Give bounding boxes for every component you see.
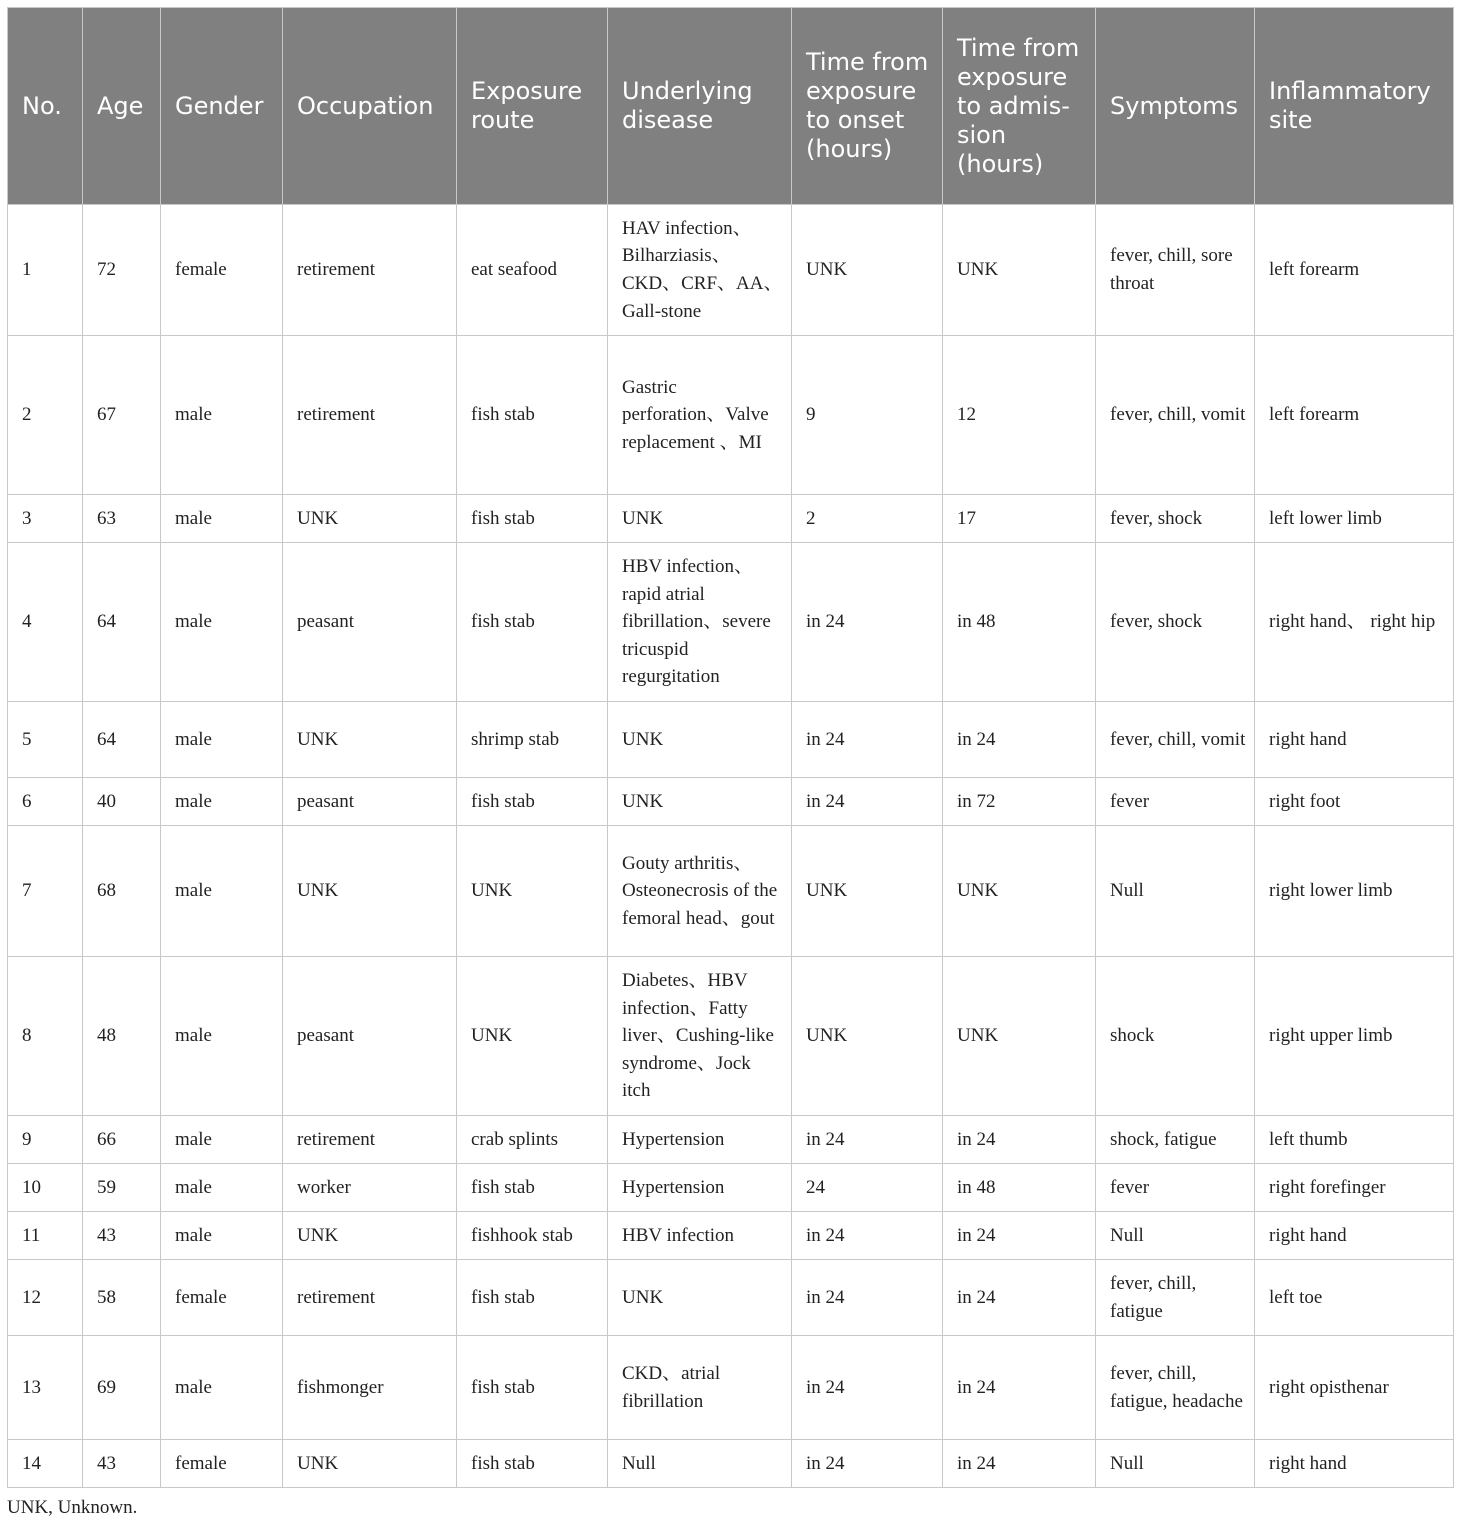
cell-occupation: peasant [283,778,457,826]
cell-age: 67 [83,336,161,495]
cell-gender: female [161,1440,283,1488]
cell-age: 59 [83,1164,161,1212]
cell-exposure-route: fishhook stab [457,1212,608,1260]
table-row [8,1212,1454,1260]
cell-no: 14 [8,1440,83,1488]
cell-inflammatory-site: right forefinger [1255,1164,1454,1212]
cell-symptoms: Null [1096,1440,1255,1488]
cell-age: 43 [83,1212,161,1260]
cell-time-to-admission: UNK [943,205,1096,336]
table-body [8,205,1454,1488]
cell-time-to-onset: in 24 [792,543,943,702]
cell-time-to-onset: in 24 [792,1260,943,1336]
cell-no: 10 [8,1164,83,1212]
col-header-occupation: Occupation [283,8,457,205]
cell-time-to-onset: in 24 [792,1336,943,1440]
cell-occupation: UNK [283,1440,457,1488]
cell-time-to-onset: in 24 [792,1440,943,1488]
cell-time-to-admission: UNK [943,957,1096,1116]
cell-underlying-disease: Hypertension [608,1164,792,1212]
cell-exposure-route: fish stab [457,1260,608,1336]
cell-underlying-disease: Null [608,1440,792,1488]
cell-gender: male [161,336,283,495]
cell-symptoms: Null [1096,1212,1255,1260]
table-row [8,957,1454,1116]
table-row [8,495,1454,543]
cell-age: 72 [83,205,161,336]
table-row [8,1164,1454,1212]
cell-inflammatory-site: right lower limb [1255,826,1454,957]
cell-gender: male [161,702,283,778]
cell-underlying-disease: HAV infection、Bilharziasis、CKD、CRF、AA、Gall-stone [608,205,792,336]
cell-occupation: UNK [283,826,457,957]
table-row [8,205,1454,336]
cell-underlying-disease: UNK [608,778,792,826]
cell-exposure-route: UNK [457,957,608,1116]
cell-time-to-onset: 24 [792,1164,943,1212]
table-row [8,1260,1454,1336]
cell-age: 40 [83,778,161,826]
cell-symptoms: fever, chill, fatigue, headache [1096,1336,1255,1440]
cell-age: 69 [83,1336,161,1440]
cell-occupation: peasant [283,957,457,1116]
col-header-inflammatory-site: Inflammatory site [1255,8,1454,205]
table-row [8,778,1454,826]
cell-underlying-disease: UNK [608,495,792,543]
cell-occupation: UNK [283,702,457,778]
cell-symptoms: fever, chill, vomit [1096,336,1255,495]
cell-time-to-admission: in 24 [943,702,1096,778]
cell-time-to-onset: in 24 [792,1212,943,1260]
table-container [7,7,1453,1488]
cell-symptoms: fever, shock [1096,495,1255,543]
cell-exposure-route: shrimp stab [457,702,608,778]
cell-underlying-disease: Hypertension [608,1116,792,1164]
cell-gender: male [161,1212,283,1260]
cell-gender: female [161,205,283,336]
cell-underlying-disease: Gastric perforation、Valve replacement 、MI [608,336,792,495]
cell-time-to-onset: UNK [792,205,943,336]
cell-age: 64 [83,702,161,778]
col-header-age: Age [83,8,161,205]
cell-underlying-disease: CKD、atrial fibrillation [608,1336,792,1440]
cell-age: 43 [83,1440,161,1488]
cell-exposure-route: fish stab [457,543,608,702]
patient-table [7,7,1454,1488]
cell-time-to-admission: 12 [943,336,1096,495]
cell-symptoms: fever, shock [1096,543,1255,702]
cell-time-to-onset: in 24 [792,1116,943,1164]
cell-inflammatory-site: right hand [1255,1212,1454,1260]
table-row [8,543,1454,702]
cell-underlying-disease: UNK [608,1260,792,1336]
cell-age: 64 [83,543,161,702]
cell-time-to-admission: in 24 [943,1336,1096,1440]
cell-time-to-onset: in 24 [792,778,943,826]
cell-age: 48 [83,957,161,1116]
cell-underlying-disease: UNK [608,702,792,778]
cell-gender: male [161,826,283,957]
cell-age: 68 [83,826,161,957]
cell-exposure-route: fish stab [457,1164,608,1212]
header-row [8,8,1454,205]
table-row [8,702,1454,778]
cell-time-to-admission: in 24 [943,1116,1096,1164]
cell-exposure-route: fish stab [457,1440,608,1488]
table-row [8,826,1454,957]
cell-occupation: retirement [283,1116,457,1164]
cell-inflammatory-site: right hand [1255,1440,1454,1488]
cell-no: 11 [8,1212,83,1260]
cell-occupation: retirement [283,336,457,495]
cell-occupation: UNK [283,1212,457,1260]
cell-no: 2 [8,336,83,495]
cell-time-to-admission: 17 [943,495,1096,543]
cell-age: 66 [83,1116,161,1164]
cell-symptoms: fever [1096,1164,1255,1212]
cell-gender: male [161,1116,283,1164]
col-header-underlying-disease: Underlying disease [608,8,792,205]
cell-no: 3 [8,495,83,543]
col-header-no: No. [8,8,83,205]
cell-inflammatory-site: left toe [1255,1260,1454,1336]
cell-inflammatory-site: left forearm [1255,205,1454,336]
cell-exposure-route: fish stab [457,1336,608,1440]
col-header-exposure-route: Exposure route [457,8,608,205]
cell-occupation: worker [283,1164,457,1212]
cell-no: 5 [8,702,83,778]
cell-time-to-onset: UNK [792,957,943,1116]
cell-underlying-disease: HBV infection、rapid atrial fibrillation、severe tricuspid regurgitation [608,543,792,702]
cell-exposure-route: UNK [457,826,608,957]
cell-inflammatory-site: left lower limb [1255,495,1454,543]
cell-no: 13 [8,1336,83,1440]
cell-occupation: retirement [283,1260,457,1336]
table-header [8,8,1454,205]
cell-time-to-admission: in 24 [943,1212,1096,1260]
cell-gender: female [161,1260,283,1336]
cell-no: 7 [8,826,83,957]
table-row [8,1116,1454,1164]
cell-gender: male [161,1164,283,1212]
cell-gender: male [161,778,283,826]
cell-time-to-onset: 2 [792,495,943,543]
cell-gender: male [161,543,283,702]
cell-time-to-admission: in 72 [943,778,1096,826]
cell-occupation: UNK [283,495,457,543]
table-footnote: UNK, Unknown. [7,1497,138,1518]
cell-inflammatory-site: left thumb [1255,1116,1454,1164]
table-row [8,1336,1454,1440]
cell-exposure-route: fish stab [457,336,608,495]
cell-inflammatory-site: right foot [1255,778,1454,826]
table-row [8,336,1454,495]
cell-gender: male [161,1336,283,1440]
cell-inflammatory-site: right hand、 right hip [1255,543,1454,702]
cell-exposure-route: crab splints [457,1116,608,1164]
col-header-symptoms: Symptoms [1096,8,1255,205]
cell-symptoms: fever [1096,778,1255,826]
cell-symptoms: fever, chill, vomit [1096,702,1255,778]
cell-occupation: peasant [283,543,457,702]
table-row [8,1440,1454,1488]
cell-symptoms: shock, fatigue [1096,1116,1255,1164]
cell-no: 12 [8,1260,83,1336]
cell-no: 9 [8,1116,83,1164]
cell-occupation: retirement [283,205,457,336]
cell-underlying-disease: HBV infection [608,1212,792,1260]
cell-no: 4 [8,543,83,702]
cell-inflammatory-site: right hand [1255,702,1454,778]
cell-exposure-route: fish stab [457,778,608,826]
cell-exposure-route: eat seafood [457,205,608,336]
cell-time-to-onset: in 24 [792,702,943,778]
cell-time-to-admission: in 48 [943,543,1096,702]
cell-symptoms: shock [1096,957,1255,1116]
cell-underlying-disease: Gouty arthritis、Osteonecrosis of the femoral head、gout [608,826,792,957]
cell-gender: male [161,957,283,1116]
col-header-gender: Gender [161,8,283,205]
col-header-time-to-onset: Time from exposure to onset (hours) [792,8,943,205]
cell-inflammatory-site: left forearm [1255,336,1454,495]
cell-time-to-onset: 9 [792,336,943,495]
cell-symptoms: fever, chill, fatigue [1096,1260,1255,1336]
cell-time-to-admission: in 24 [943,1440,1096,1488]
cell-underlying-disease: Diabetes、HBV infection、Fatty liver、Cushing-like syndrome、Jock itch [608,957,792,1116]
cell-gender: male [161,495,283,543]
cell-symptoms: fever, chill, sore throat [1096,205,1255,336]
cell-time-to-admission: in 48 [943,1164,1096,1212]
cell-age: 63 [83,495,161,543]
cell-exposure-route: fish stab [457,495,608,543]
cell-age: 58 [83,1260,161,1336]
cell-occupation: fishmonger [283,1336,457,1440]
cell-no: 6 [8,778,83,826]
cell-symptoms: Null [1096,826,1255,957]
col-header-time-to-admission: Time from exposure to admis-sion (hours) [943,8,1096,205]
cell-inflammatory-site: right opisthenar [1255,1336,1454,1440]
cell-time-to-admission: UNK [943,826,1096,957]
cell-inflammatory-site: right upper limb [1255,957,1454,1116]
cell-no: 1 [8,205,83,336]
cell-time-to-onset: UNK [792,826,943,957]
cell-no: 8 [8,957,83,1116]
cell-time-to-admission: in 24 [943,1260,1096,1336]
